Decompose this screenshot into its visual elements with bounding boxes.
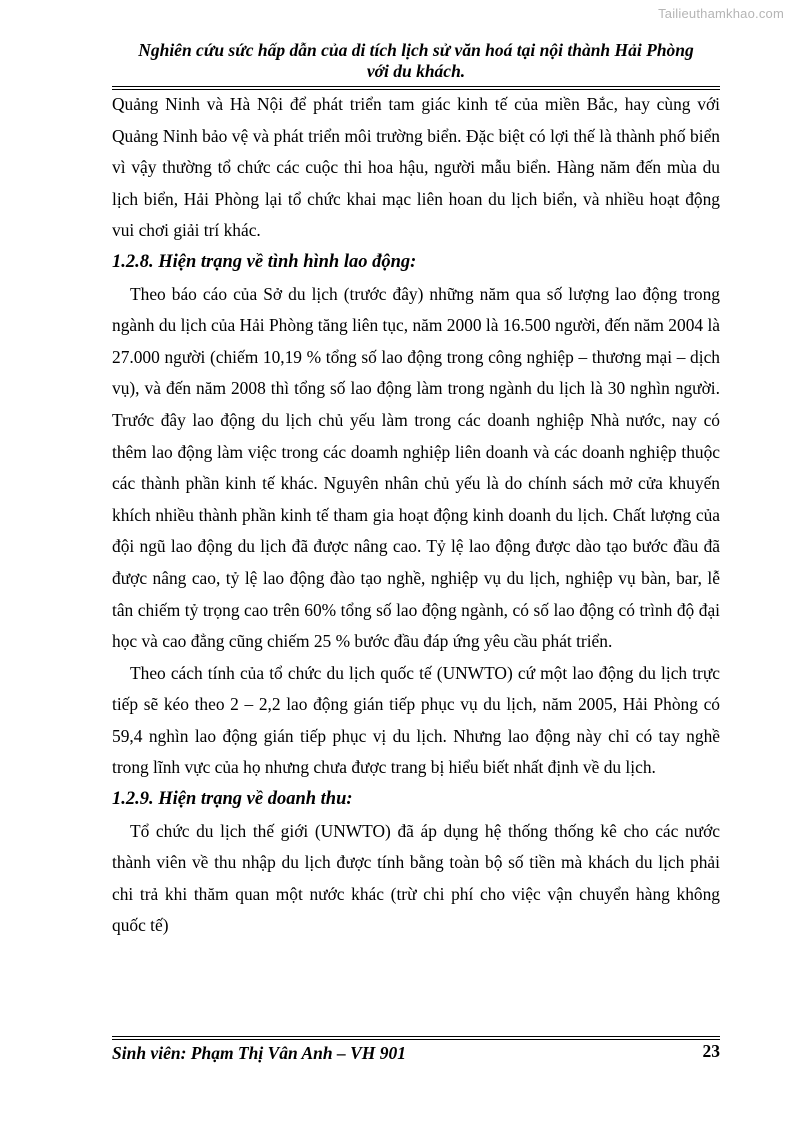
section-heading-1-2-9: 1.2.9. Hiện trạng về doanh thu: [112,789,353,810]
watermark: Tailieuthamkhao.com [658,6,784,21]
paragraph-revenue-1: Tổ chức du lịch thế giới (UNWTO) đã áp dụng hệ thống thống kê cho các nước thành viên về thu nhập du lịch được tính bằng toàn bộ số tiền mà khách du lịch phải chi trả khi thăm quan một nước khác (trừ chi phí cho việc vận chuyển hàng không quốc tế) [112,820,720,936]
section-heading-1-2-8: 1.2.8. Hiện trạng về tình hình lao động: [112,251,417,272]
header-title-line2: với du khách. [366,61,466,81]
paragraph-intro: Quảng Ninh và Hà Nội để phát triển tam giác kinh tế của miền Bắc, hay cùng với Quảng Ninh bảo vệ và phát triển môi trường biển. Đặc biệt có lợi thế là thành phố biển vì vậy thường tổ chức các cuộc thi hoa hậu, người mẫu biển. Hàng năm đến mùa du lịch biển, Hải Phòng lại tổ chức khai mạc liên hoan du lịch biển, và nhiều hoạt động vui chơi giải trí khác. [112,94,720,241]
footer-divider [112,1036,720,1037]
paragraph-labor-2: Theo cách tính của tổ chức du lịch quốc tế (UNWTO) cứ một lao động du lịch trực tiếp sẽ kéo theo 2 – 2,2 lao động gián tiếp phục vụ du lịch, năm 2005, Hải Phòng có 59,4 nghìn lao động gián tiếp phục vị du lịch. Nhưng lao động này chỉ có tay nghề trong lĩnh vực của họ nhưng chưa được trang bị hiểu biết nhất định về du lịch. [112,662,720,778]
header-divider [112,86,720,87]
footer-author: Sinh viên: Phạm Thị Vân Anh – VH 901 [112,1043,407,1063]
footer-divider-double [112,1039,720,1040]
page-number: 23 [702,1041,720,1061]
header-title-line1: Nghiên cứu sức hấp dẫn của di tích lịch sử văn hoá tại nội thành Hải Phòng [138,40,694,60]
document-body [112,89,720,942]
paragraph-labor-1: Theo báo cáo của Sở du lịch (trước đây) những năm qua số lượng lao động trong ngành du lịch của Hải Phòng tăng liên tục, năm 2000 là 16.500 người, đến năm 2004 là 27.000 người (chiếm 10,19 % tổng số lao động trong công nghiệp – thương mại – dịch vụ), và đến năm 2008 thì tổng số lao động làm trong ngành du lịch là 30 nghìn người. Trước đây lao động du lịch chủ yếu làm trong các doanh nghiệp Nhà nước, nay có thêm lao động làm việc trong các doamh nghiệp liên doanh và các doanh nghiệp thuộc các thành phần kinh tế khác. Nguyên nhân chủ yếu là do chính sách mở cửa khuyến khích nhiều thành phần kinh tế tham gia hoạt động kinh doanh du lịch. Chất lượng của đội ngũ lao động du lịch đã được nâng cao. Tỷ lệ lao động được dào tạo bước đầu đã được nâng cao, tỷ lệ lao động đào tạo nghề, nghiệp vụ du lịch, nghiệp vụ bàn, bar, lễ tân chiếm tỷ trọng cao trên 60% tổng số lao động ngành, có số lao động có trình độ đại học và cao đẳng cũng chiếm 25 % bước đầu đáp ứng yêu cầu phát triển. [112,283,720,652]
page-header [112,40,720,82]
